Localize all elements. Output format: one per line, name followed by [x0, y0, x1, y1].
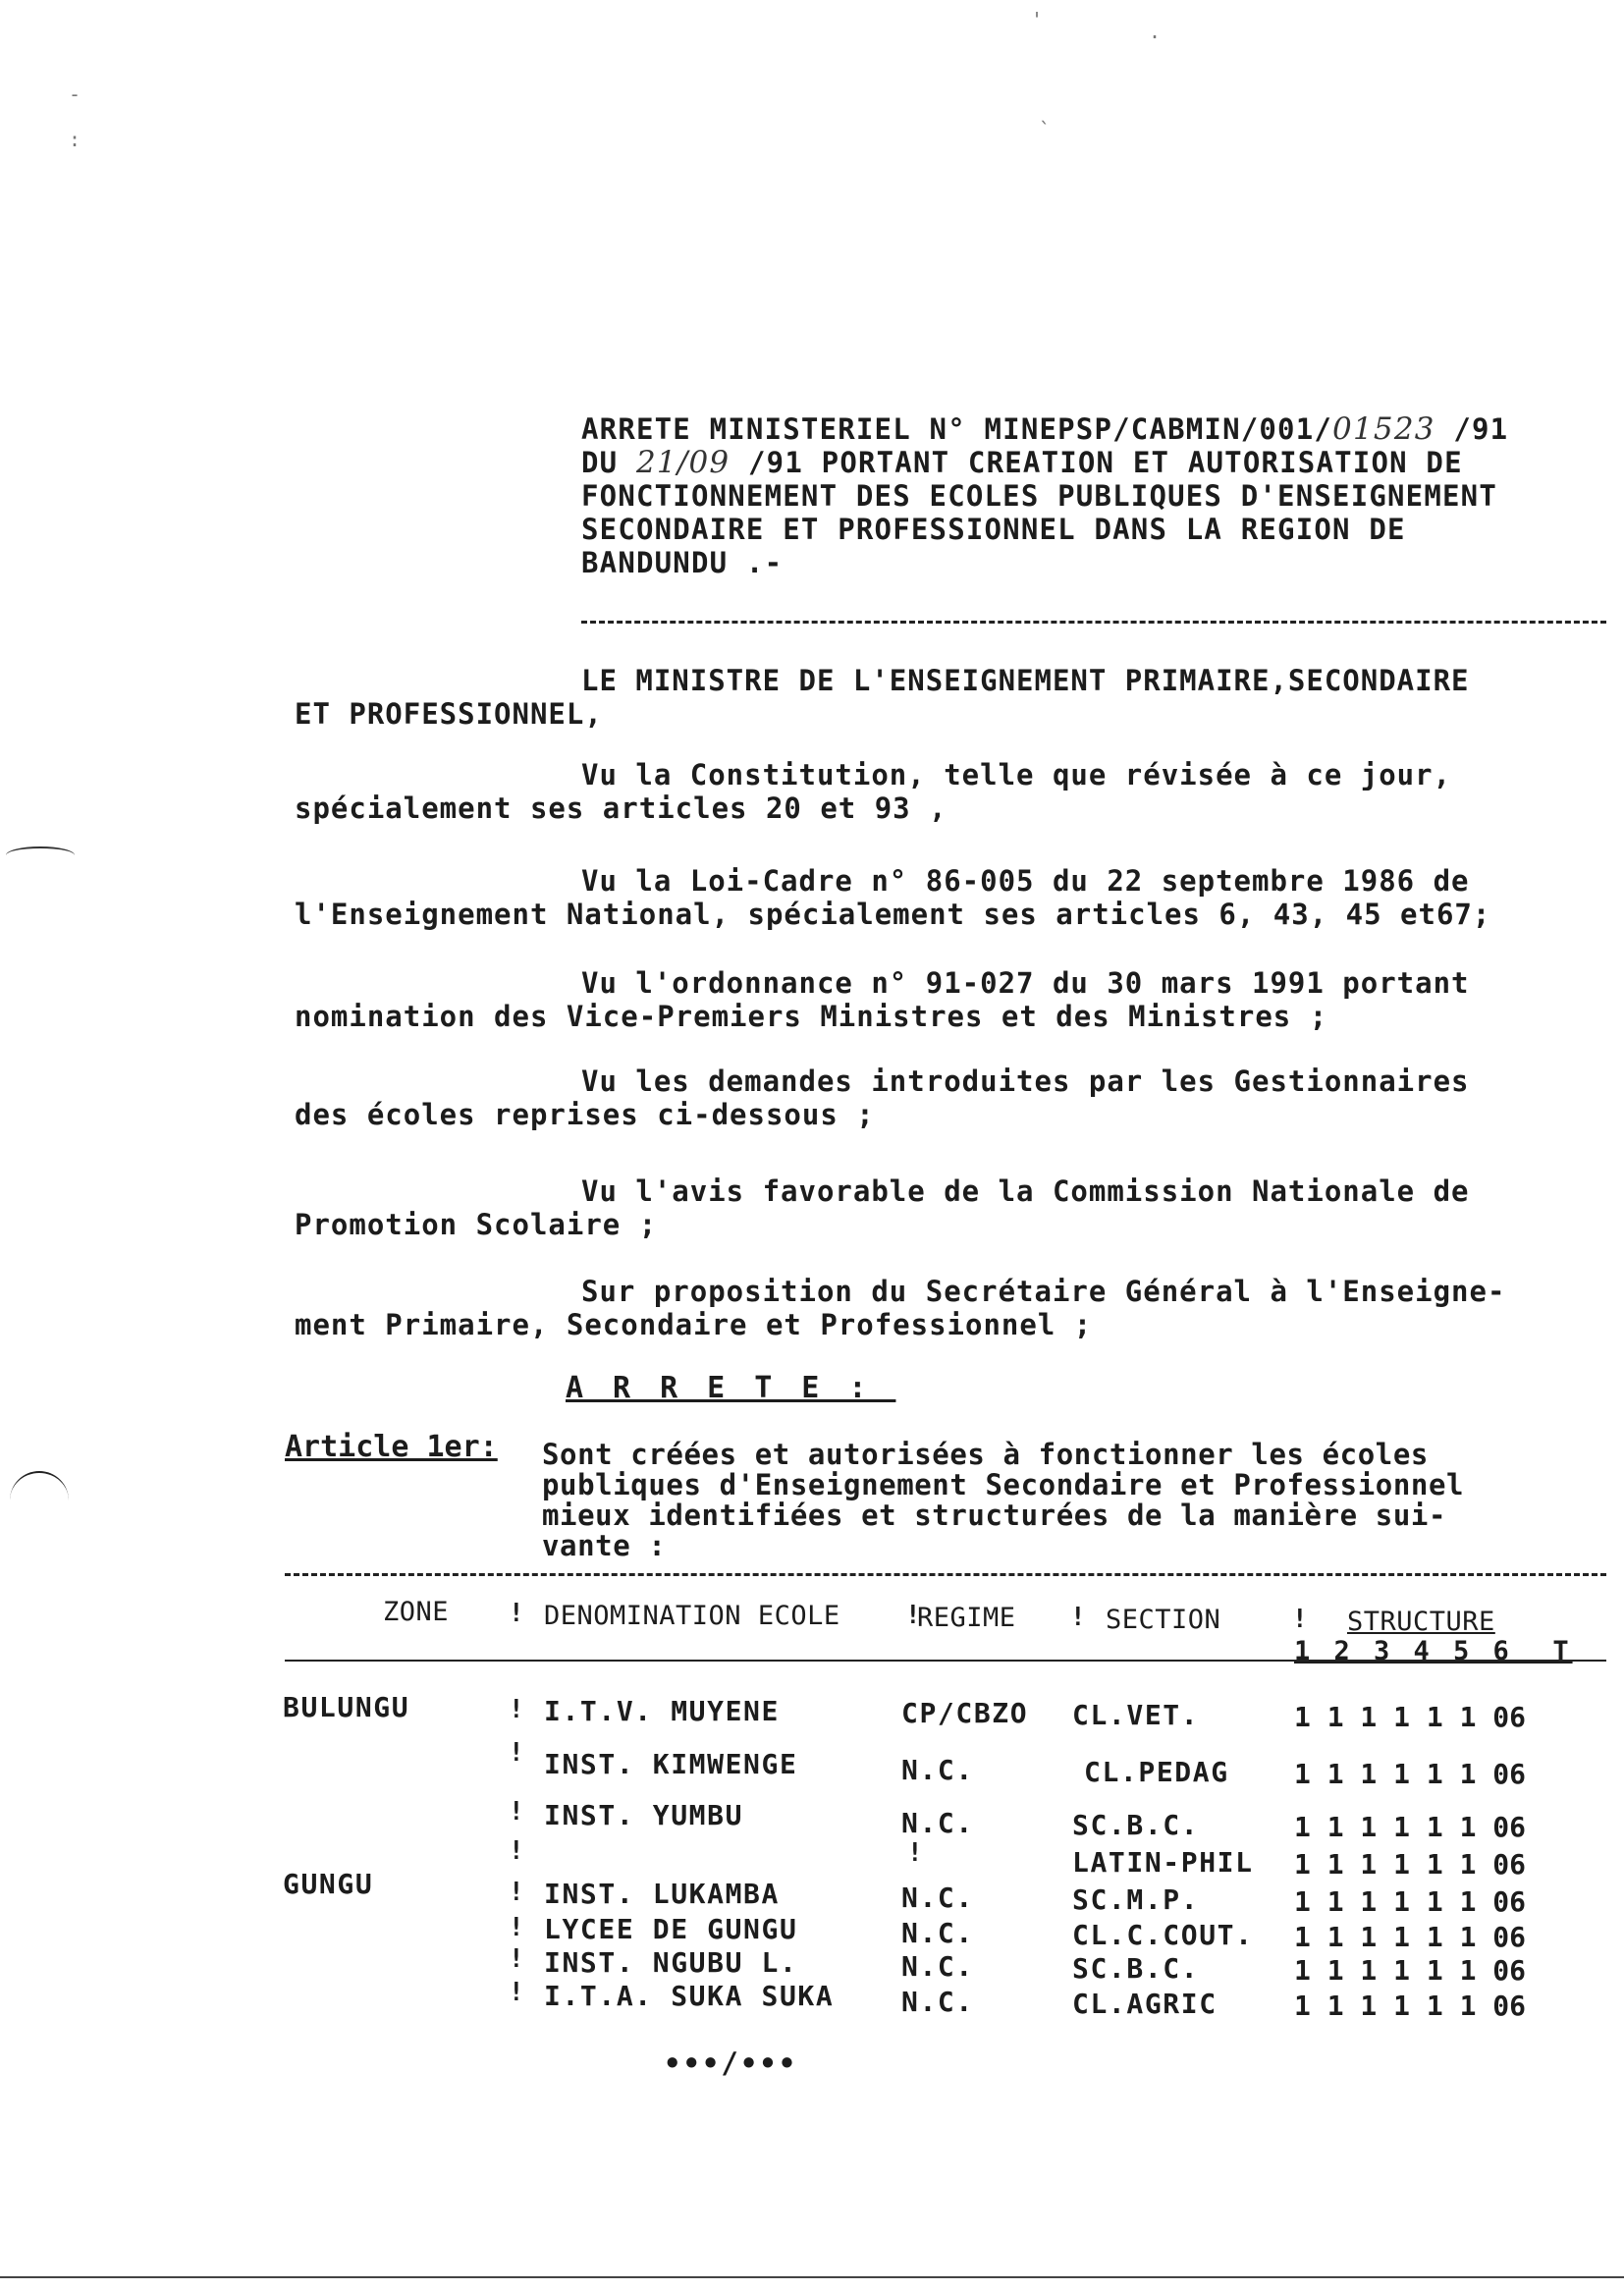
- table-top-rule: [285, 1573, 1606, 1576]
- cell-structure: 1 1 1 1 1 1 06: [1294, 1954, 1527, 1987]
- column-separator: !: [509, 1944, 524, 1974]
- cell-section: SC.M.P.: [1072, 1883, 1200, 1916]
- header-line-5: BANDUNDU .-: [581, 546, 784, 579]
- arrete-title: ARRETE:: [566, 1371, 896, 1405]
- scan-speck: .: [1149, 20, 1162, 43]
- scan-speck: -: [69, 82, 81, 106]
- cell-section: SC.B.C.: [1072, 1809, 1200, 1841]
- consideration-2: Vu la Loi-Cadre n° 86-005 du 22 septembre 1986 de l'Enseignement National, spécialement ses articles 6, 43, 45 et67;: [295, 864, 1491, 931]
- cell-structure: 1 1 1 1 1 1 06: [1294, 1758, 1527, 1790]
- cell-structure: 1 1 1 1 1 1 06: [1294, 1885, 1527, 1918]
- header-line-2: DU 21/09 /91 PORTANT CREATION ET AUTORISATION DE: [581, 445, 1463, 480]
- consideration-4: Vu les demandes introduites par les Gestionnaires des écoles reprises ci-dessous ;: [295, 1064, 1470, 1131]
- header-section: SECTION: [1106, 1605, 1221, 1635]
- scan-speck: ': [1031, 8, 1044, 31]
- article-label: Article 1er:: [285, 1430, 498, 1464]
- column-separator: !: [509, 1978, 524, 2007]
- column-separator: !: [907, 1838, 923, 1868]
- cell-section: CL.PEDAG: [1084, 1756, 1229, 1788]
- margin-mark: [6, 846, 75, 864]
- cell-regime: N.C.: [901, 1986, 974, 2018]
- cell-school: LYCEE DE GUNGU: [544, 1913, 798, 1945]
- cell-school: I.T.A. SUKA SUKA: [544, 1980, 835, 2012]
- cell-zone: GUNGU: [283, 1868, 374, 1900]
- cell-section: SC.B.C.: [1072, 1952, 1200, 1985]
- column-separator: !: [905, 1601, 921, 1630]
- cell-zone: BULUNGU: [283, 1691, 410, 1723]
- column-separator: !: [509, 1797, 524, 1827]
- column-separator: !: [509, 1695, 524, 1724]
- cell-regime: N.C.: [901, 1882, 974, 1914]
- cell-section: CL.C.COUT.: [1072, 1919, 1254, 1951]
- cell-structure: 1 1 1 1 1 1 06: [1294, 1848, 1527, 1881]
- header-line-3: FONCTIONNEMENT DES ECOLES PUBLIQUES D'ENSEIGNEMENT: [581, 479, 1497, 513]
- consideration-1: Vu la Constitution, telle que révisée à ce jour, spécialement ses articles 20 et 93 ,: [295, 758, 1452, 825]
- cell-regime: N.C.: [901, 1950, 974, 1983]
- cell-structure: 1 1 1 1 1 1 06: [1294, 1701, 1527, 1733]
- column-separator: !: [509, 1738, 524, 1768]
- cell-school: INST. YUMBU: [544, 1799, 744, 1831]
- cell-school: INST. LUKAMBA: [544, 1878, 780, 1910]
- scan-speck: `: [1039, 118, 1052, 141]
- column-separator: !: [509, 1913, 524, 1942]
- bottom-edge: [0, 2276, 1624, 2278]
- header-line-1: ARRETE MINISTERIEL N° MINEPSP/CABMIN/001/01523 /91: [581, 411, 1509, 447]
- consideration-6: Sur proposition du Secrétaire Général à l'Enseigne- ment Primaire, Secondaire et Professionnel ;: [295, 1275, 1506, 1341]
- margin-arc: [10, 1471, 69, 1502]
- header-denomination: DENOMINATION ECOLE: [544, 1601, 840, 1631]
- cell-school: INST. NGUBU L.: [544, 1946, 798, 1979]
- continuation-mark: •••/•••: [664, 2046, 798, 2080]
- cell-school: I.T.V. MUYENE: [544, 1695, 780, 1727]
- column-separator: !: [509, 1878, 524, 1907]
- cell-section: CL.AGRIC: [1072, 1988, 1218, 2020]
- cell-section: LATIN-PHIL: [1072, 1846, 1254, 1879]
- cell-regime: N.C.: [901, 1807, 974, 1839]
- handwritten-date: 21/09: [636, 445, 731, 480]
- handwritten-number: 01523: [1332, 411, 1435, 447]
- column-separator: !: [1070, 1603, 1086, 1632]
- header-regime: REGIME: [917, 1603, 1016, 1633]
- cell-regime: N.C.: [901, 1917, 974, 1949]
- cell-structure: 1 1 1 1 1 1 06: [1294, 1921, 1527, 1953]
- article-text: Sont créées et autorisées à fonctionner les écoles publiques d'Enseignement Secondaire et Professionnel mieux identifiées et structurées de la manière sui- vante :: [542, 1438, 1465, 1562]
- header-zone: ZONE: [383, 1597, 450, 1627]
- decree-header: [581, 412, 1602, 579]
- table-header-rule: [285, 1660, 1606, 1662]
- header-structure: STRUCTURE: [1347, 1607, 1495, 1637]
- scan-speck: :: [69, 128, 81, 151]
- header-rule: [581, 621, 1606, 624]
- column-separator: !: [509, 1599, 524, 1628]
- cell-structure: 1 1 1 1 1 1 06: [1294, 1990, 1527, 2022]
- cell-regime: N.C.: [901, 1754, 974, 1786]
- cell-school: INST. KIMWENGE: [544, 1748, 798, 1780]
- header-line-4: SECONDAIRE ET PROFESSIONNEL DANS LA REGION DE: [581, 513, 1406, 546]
- header-structure-columns: 1 2 3 4 5 6 T: [1294, 1636, 1573, 1666]
- minister-block: LE MINISTRE DE L'ENSEIGNEMENT PRIMAIRE,SECONDAIRE ET PROFESSIONNEL,: [295, 664, 1470, 731]
- consideration-3: Vu l'ordonnance n° 91-027 du 30 mars 1991 portant nomination des Vice-Premiers Ministres et des Ministres ;: [295, 966, 1470, 1033]
- column-separator: !: [1292, 1605, 1308, 1634]
- column-separator: !: [509, 1836, 524, 1866]
- consideration-5: Vu l'avis favorable de la Commission Nationale de Promotion Scolaire ;: [295, 1174, 1470, 1241]
- cell-section: CL.VET.: [1072, 1699, 1200, 1731]
- cell-regime: CP/CBZO: [901, 1697, 1029, 1729]
- cell-structure: 1 1 1 1 1 1 06: [1294, 1811, 1527, 1843]
